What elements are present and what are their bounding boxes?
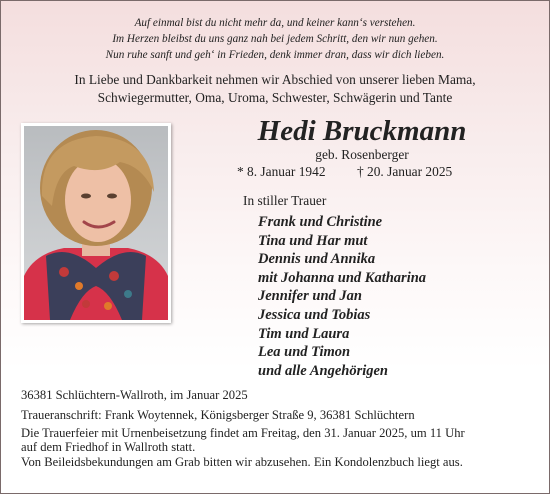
- mourner-line: Jennifer und Jan: [258, 288, 362, 305]
- portrait-photo: [21, 123, 171, 323]
- condolence-note: Von Beileidsbekundungen am Grab bitten wir abzusehen. Ein Kondolenzbuch liegt aus.: [21, 454, 463, 469]
- mourner-line: Jessica und Tobias: [258, 306, 371, 323]
- life-dates: [237, 164, 477, 180]
- poem-line: Im Herzen bleibst du uns ganz nah bei jedem Schritt, den wir nun gehen.: [112, 33, 438, 45]
- mourner-line: mit Johanna und Katharina: [258, 269, 427, 286]
- deceased-name: Hedi Bruckmann: [257, 115, 467, 147]
- mourner-line: Tim und Laura: [258, 325, 350, 342]
- poem-line: Auf einmal bist du nicht mehr da, und keiner kann‘s verstehen.: [134, 17, 416, 29]
- birth-name: geb. Rosenberger: [315, 147, 409, 162]
- mourner-line: Frank und Christine: [258, 214, 383, 230]
- mourning-address: Traueranschrift: Frank Woytennek, Königsberger Straße 9, 36381 Schlüchtern: [21, 408, 415, 423]
- intro-line: Schwiegermutter, Oma, Uroma, Schwester, Schwägerin und Tante: [97, 90, 453, 105]
- poem: [1, 15, 549, 63]
- death-date: † 20. Januar 2025: [357, 164, 453, 179]
- footer-info: [21, 388, 541, 469]
- birth-date: * 8. Januar 1942: [237, 164, 326, 179]
- mourners-list: [258, 213, 528, 380]
- poem-line: Nun ruhe sanft und geh‘ in Frieden, denk immer dran, dass wir dich lieben.: [105, 49, 445, 61]
- mourner-line: Dennis und Annika: [258, 251, 376, 268]
- ceremony-line: auf dem Friedhof in Wallroth statt.: [21, 440, 196, 455]
- portrait-image: [24, 126, 168, 320]
- mourner-line: Tina und Har mut: [258, 232, 368, 249]
- intro-text: [1, 71, 549, 107]
- mourner-line: und alle Angehörigen: [258, 362, 388, 379]
- intro-line: In Liebe und Dankbarkeit nehmen wir Abschied von unserer lieben Mama,: [74, 72, 476, 87]
- mourning-label: In stiller Trauer: [243, 193, 327, 208]
- ceremony-line: Die Trauerfeier mit Urnenbeisetzung findet am Freitag, den 31. Januar 2025, um 11 Uhr: [21, 425, 465, 440]
- place-date: 36381 Schlüchtern-Wallroth, im Januar 2025: [21, 388, 248, 402]
- mourner-line: Lea und Timon: [258, 344, 351, 361]
